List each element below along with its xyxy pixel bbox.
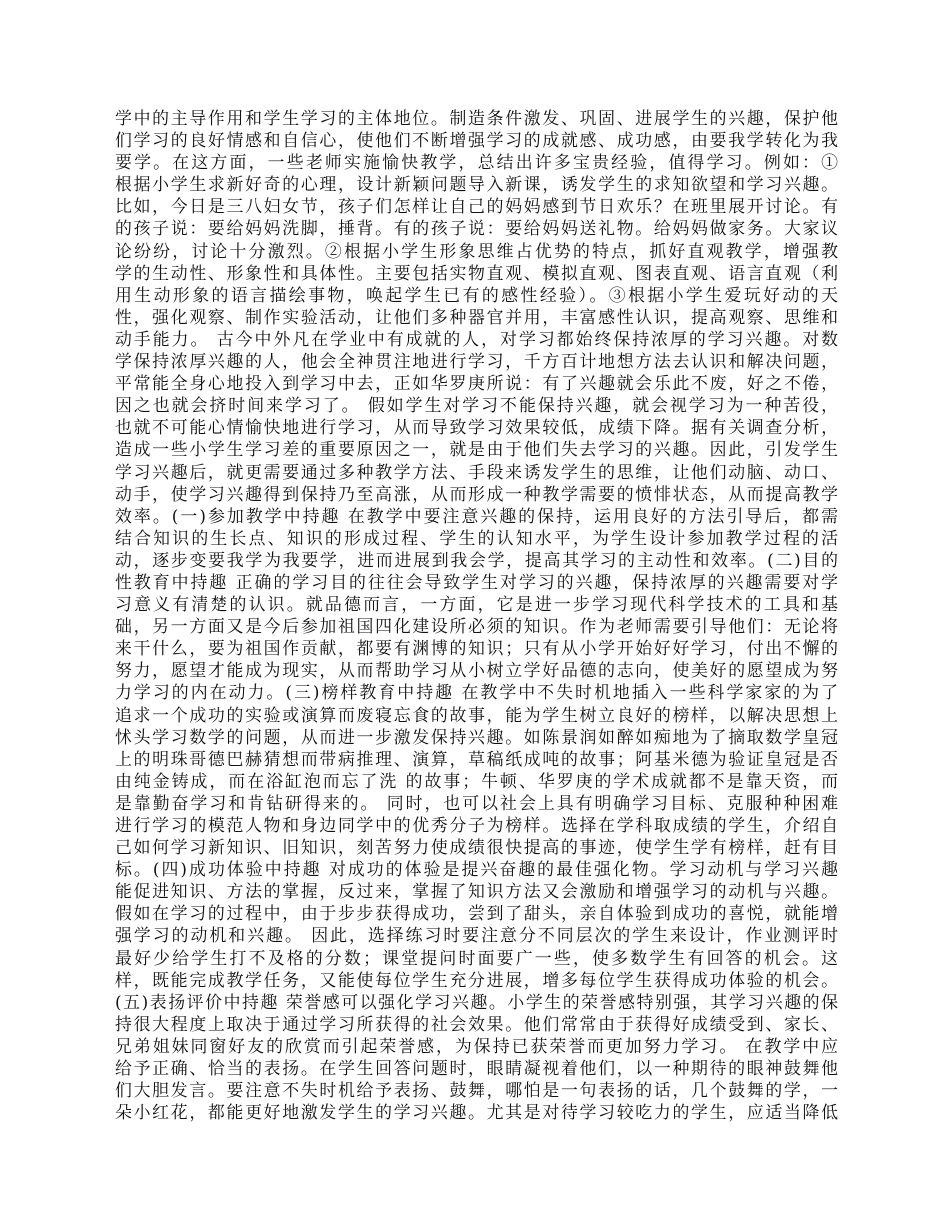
text-line: 追求一个成功的实验或演算而废寝忘食的故事，能为学生树立良好的榜样，以解决思想上 [115,704,838,725]
text-line: 因之也就会挤时间来学习了。 假如学生对学习不能保持兴趣，就会视学习为一种苦役， [115,395,838,416]
text-line: 比如，今日是三八妇女节，孩子们怎样让自己的妈妈感到节日欢乐？在班里展开讨论。有 [115,196,838,217]
text-line: 怵头学习数学的问题，从而进一步激发保持兴趣。如陈景润如醉如痴地为了摘取数学皇冠 [115,726,838,747]
text-line: 标。(四)成功体验中持趣 对成功的体验是提兴奋趣的最佳强化物。学习动机与学习兴趣 [115,859,838,880]
text-line: 给予正确、恰当的表扬。在学生回答问题时，眼睛凝视着他们，以一种期待的眼神鼓舞他 [115,1058,838,1079]
text-line: 动手，使学习兴趣得到保持乃至高涨，从而形成一种教学需要的愤悱状态，从而提高教学 [115,483,838,504]
text-line: 学中的主导作用和学生学习的主体地位。制造条件激发、巩固、进展学生的兴趣，保护他 [115,108,838,128]
text-line: 要学。在这方面，一些老师实施愉快教学，总结出许多宝贵经验，值得学习。例如：① [115,152,838,173]
text-line: 造成一些小学生学习差的重要原因之一，就是由于他们失去学习的兴趣。因此，引发学生 [115,439,838,460]
text-line: 强学习的动机和兴趣。 因此，选择练习时要注意分不同层次的学生来设计，作业测评时 [115,925,838,946]
text-line: 性，强化观察、制作实验活动，让他们多种器官并用，丰富感性认识，提高观察、思维和 [115,306,838,327]
text-line: 己如何学习新知识、旧知识，刻苦努力使成绩很快提高的事迹，使学生学有榜样，赶有目 [115,837,838,858]
text-line: 朵小红花，都能更好地激发学生的学习兴趣。尤其是对待学习较吃力的学生，应适当降低 [115,1102,838,1123]
text-line: (五)表扬评价中持趣 荣誉感可以强化学习兴趣。小学生的荣誉感特别强，其学习兴趣的保 [115,991,838,1012]
text-line: 努力，愿望才能成为现实，从而帮助学习从小树立学好品德的志向，使美好的愿望成为努 [115,660,838,681]
text-line: 动手能力。 古今中外凡在学业中有成就的人，对学习都始终保持浓厚的学习兴趣。对数 [115,328,838,349]
text-line: 也就不可能心情愉快地进行学习，从而导致学习效果较低，成绩下降。据有关调查分析， [115,417,838,438]
text-line: 样，既能完成教学任务，又能使每位学生充分进展，增多每位学生获得成功体验的机会。 [115,969,838,990]
text-line: 效率。(一)参加教学中持趣 在教学中要注意兴趣的保持，运用良好的方法引导后，都需 [115,505,838,526]
text-line: 习意义有清楚的认识。就品德而言，一方面，它是进一步学习现代科学技术的工具和基 [115,594,838,615]
text-line: 根据小学生求新好奇的心理，设计新颖问题导入新课，诱发学生的求知欲望和学习兴趣。 [115,174,838,195]
text-line: 论纷纷，讨论十分激烈。②根据小学生形象思维占优势的特点，抓好直观教学，增强教 [115,240,838,261]
text-line: 由纯金铸成，而在浴缸泡而忘了洗 的故事；牛顿、华罗庚的学术成就都不是靠天资，而 [115,770,838,791]
text-line: 们学习的良好情感和自信心，使他们不断增强学习的成就感、成功感，由要我学转化为我 [115,130,838,151]
text-line: 持很大程度上取决于通过学习所获得的社会效果。他们常常由于获得好成绩受到、家长、 [115,1013,838,1034]
text-line: 来干什么，要为祖国作贡献，都要有渊博的知识；只有从小学开始好好学习，付出不懈的 [115,638,838,659]
text-line: 学保持浓厚兴趣的人，他会全神贯注地进行学习，千方百计地想方法去认识和解决问题， [115,351,838,372]
text-line: 学习兴趣后，就更需要通过多种教学方法、手段来诱发学生的思维，让他们动脑、动口、 [115,461,838,482]
text-line: 兄弟姐妹同窗好友的欣赏而引起荣誉感，为保持已获荣誉而更加努力学习。 在教学中应 [115,1035,838,1056]
text-line: 用生动形象的语言描绘事物，唤起学生已有的感性经验）。③根据小学生爱玩好动的天 [115,284,838,305]
text-line: 能促进知识、方法的掌握，反过来，掌握了知识方法又会激励和增强学习的动机与兴趣。 [115,881,838,902]
text-line: 是靠勤奋学习和肯钻研得来的。 同时，也可以社会上具有明确学习目标、克服种种困难 [115,792,838,813]
text-line: 上的明珠哥德巴赫猜想而带病推理、演算，草稿纸成吨的故事；阿基米德为验证皇冠是否 [115,748,838,769]
text-line: 平常能全身心地投入到学习中去，正如华罗庚所说：有了兴趣就会乐此不废，好之不倦， [115,373,838,394]
text-line: 学的生动性、形象性和具体性。主要包括实物直观、模拟直观、图表直观、语言直观（利 [115,262,838,283]
text-line: 结合知识的生长点、知识的形成过程、学生的认知水平，为学生设计参加教学过程的活 [115,527,838,548]
text-line: 动，逐步变要我学为我要学，进而进展到我会学，提高其学习的主动性和效率。(二)目的 [115,549,838,570]
text-line: 进行学习的模范人物和身边同学中的优秀分子为榜样。选择在学科取成绩的学生，介绍自 [115,815,838,835]
text-line: 础，另一方面又是今后参加祖国四化建设所必须的知识。作为老师需要引导他们：无论将 [115,616,838,637]
text-line: 最好少给学生打不及格的分数；课堂提问时面要广一些，使多数学生有回答的机会。这 [115,947,838,968]
text-line: 们大胆发言。要注意不失时机给予表扬、鼓舞，哪怕是一句表扬的话，几个鼓舞的学，一 [115,1080,838,1101]
text-line: 力学习的内在动力。(三)榜样教育中持趣 在教学中不失时机地插入一些科学家家的为了 [115,682,838,703]
text-line: 的孩子说：要给妈妈洗脚，捶背。有的孩子说：要给妈妈送礼物。给妈妈做家务。大家议 [115,218,838,239]
text-line: 性教育中持趣 正确的学习目的往往会导致学生对学习的兴趣，保持浓厚的兴趣需要对学 [115,571,838,592]
body-text [115,107,838,1123]
text-line: 假如在学习的过程中，由于步步获得成功，尝到了甜头，亲自体验到成功的喜悦，就能增 [115,903,838,924]
